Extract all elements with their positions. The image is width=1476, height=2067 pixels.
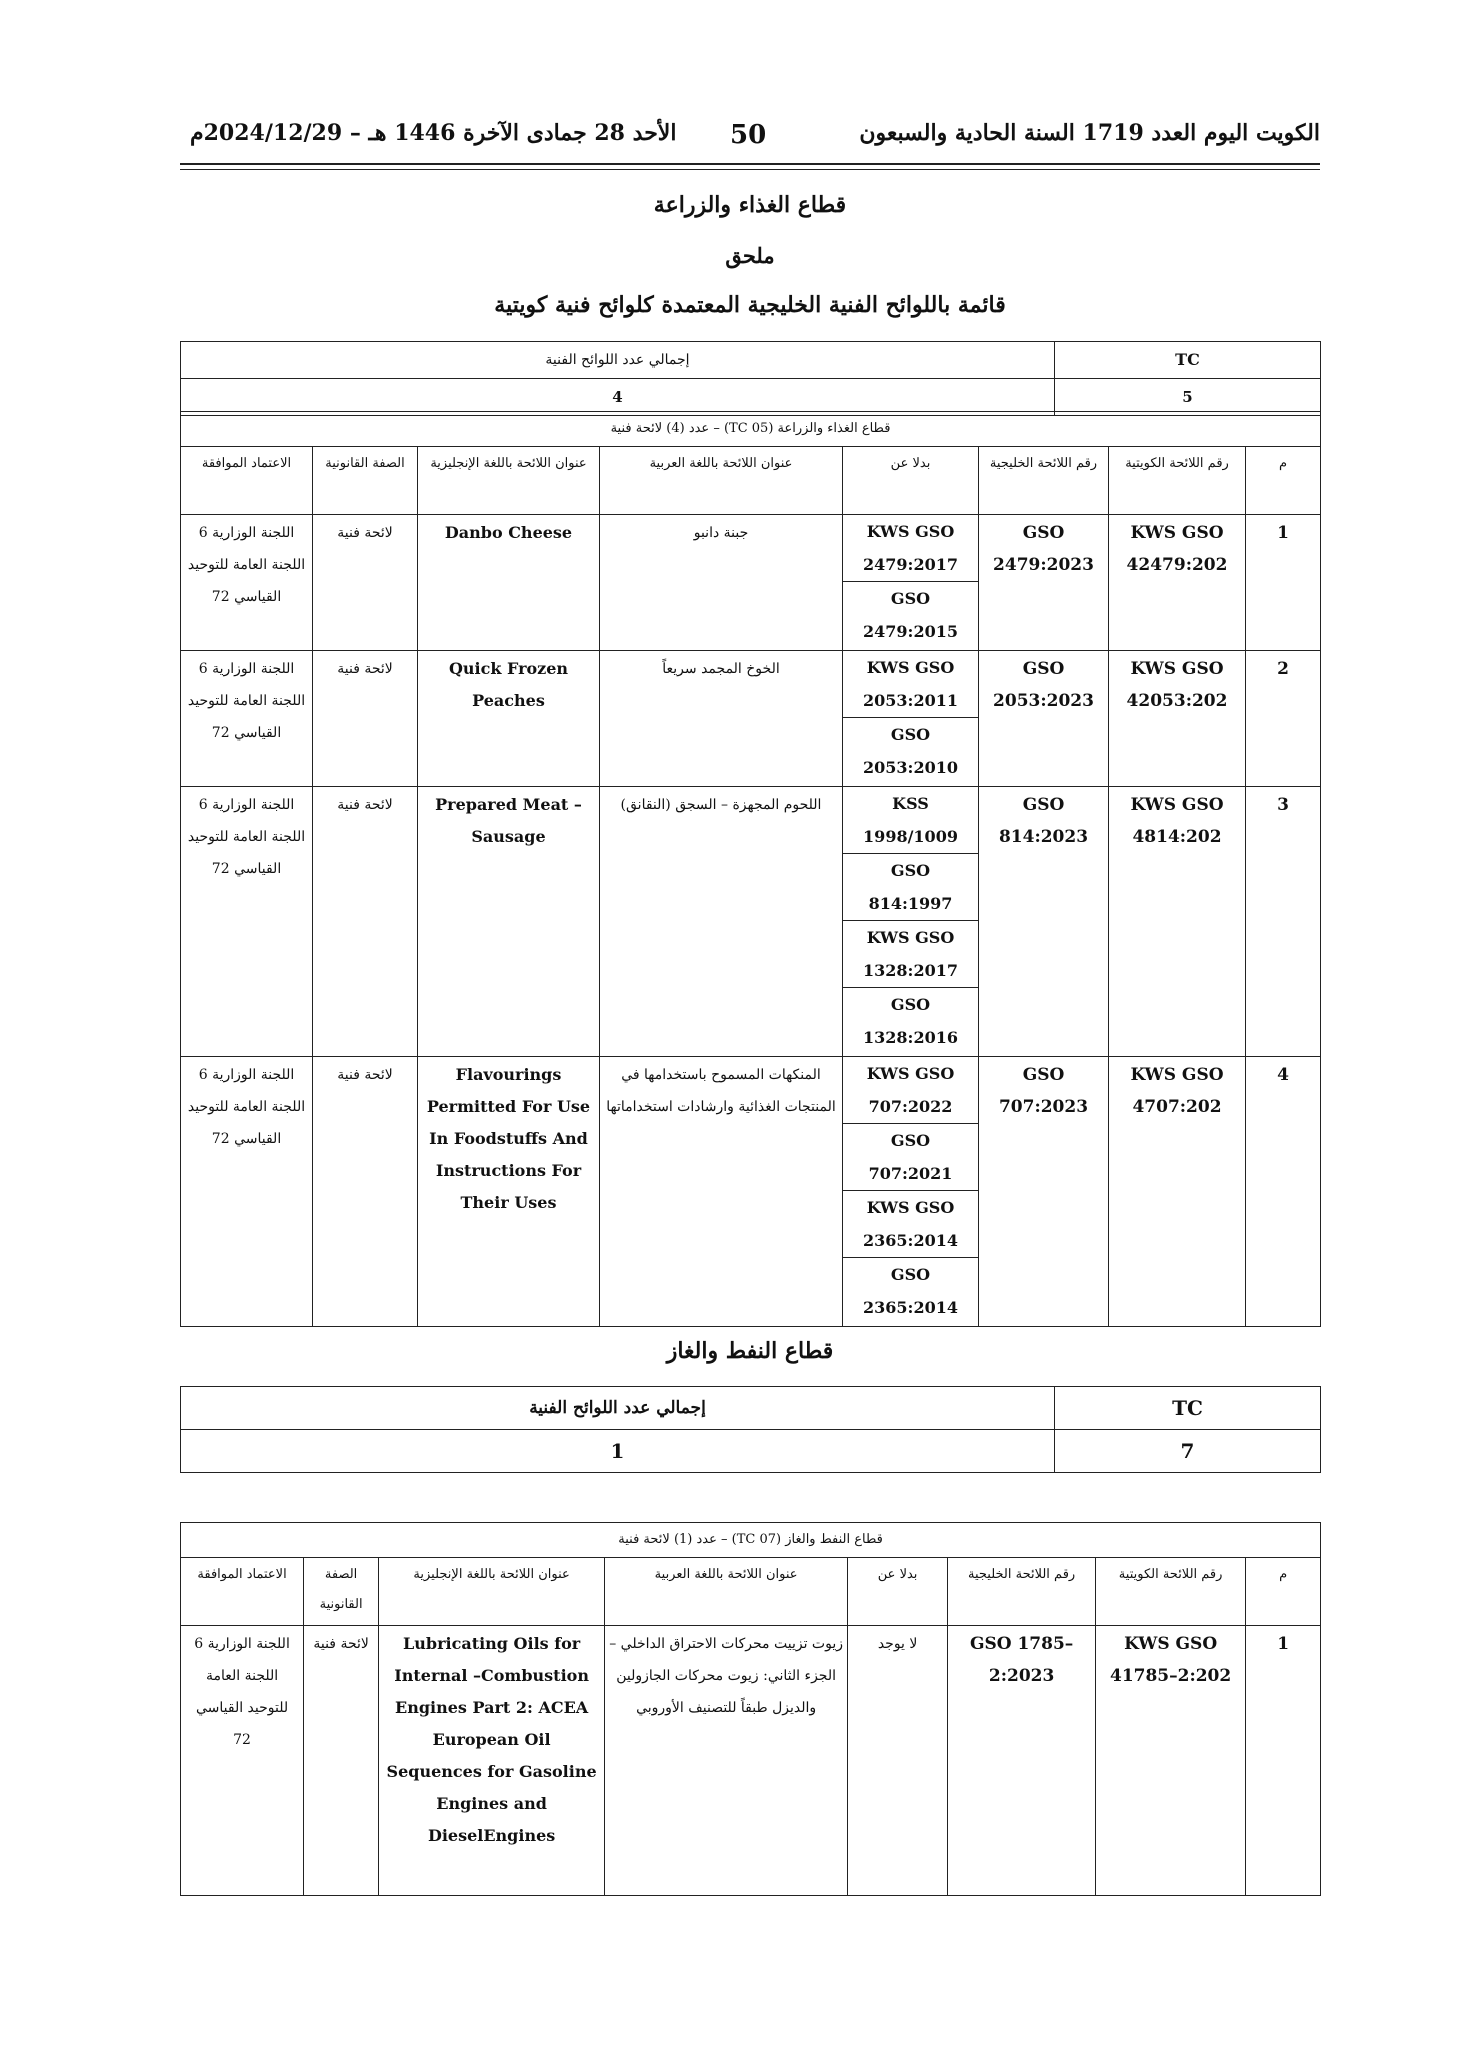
arabic-title: جبنة دانبو xyxy=(600,515,843,651)
page-number: 50 xyxy=(730,120,767,150)
col-header: م xyxy=(1246,1558,1321,1626)
sector-title-food: قطاع الغذاء والزراعة xyxy=(653,192,847,218)
col-header: الاعتماد الموافقة xyxy=(181,1558,304,1626)
english-title: Lubricating Oils for Internal –Combustion Engines Part 2: ACEA European Oil Sequences for Gasoline Engines and DieselEngines xyxy=(379,1626,605,1896)
replaces-item: GSO 2365:2014 xyxy=(863,1265,958,1317)
total-label: إجمالي عدد اللوائح الفنية xyxy=(181,1387,1055,1430)
gazette-date: الأحد 28 جمادى الآخرة 1446 هـ – 2024/12/29م xyxy=(190,120,677,146)
kws-number: KWS GSO 4814:202 xyxy=(1109,787,1246,1057)
replaces-none: لا يوجد xyxy=(848,1626,948,1896)
col-header: الصفة القانونية xyxy=(313,447,418,515)
table-row xyxy=(181,651,1321,787)
arabic-title: زيوت تزييت محركات الاحتراق الداخلي – الجزء الثاني: زيوت محركات الجازولين والديزل طبقاً للتصنيف الأوروبي xyxy=(605,1626,848,1896)
row-number: 2 xyxy=(1246,651,1321,787)
total-label: إجمالي عدد اللوائح الفنية xyxy=(181,342,1055,379)
legal-status: لائحة فنية xyxy=(313,787,418,1057)
gso-number: GSO 2053:2023 xyxy=(979,651,1109,787)
replaces-cell xyxy=(843,787,979,1057)
replaces-item: GSO 2479:2015 xyxy=(863,589,958,641)
approval: اللجنة الوزارية 6 اللجنة العامة للتوحيد القياسي 72 xyxy=(181,787,313,1057)
col-header: الاعتماد الموافقة xyxy=(181,447,313,515)
table-caption: قطاع الغذاء والزراعة (TC 05) – عدد (4) لائحة فنية xyxy=(181,412,1321,447)
replaces-item: GSO 2053:2010 xyxy=(863,725,958,777)
english-title: Danbo Cheese xyxy=(418,515,600,651)
approval: اللجنة الوزارية 6 اللجنة العامة للتوحيد القياسي 72 xyxy=(181,515,313,651)
list-title: قائمة باللوائح الفنية الخليجية المعتمدة كلوائح فنية كويتية xyxy=(494,292,1006,318)
page-header xyxy=(190,120,1320,160)
regulations-table-oil xyxy=(180,1522,1321,1896)
col-header: بدلا عن xyxy=(848,1558,948,1626)
gso-number: GSO 1785–2:2023 xyxy=(948,1626,1096,1896)
total-value: 1 xyxy=(181,1430,1055,1473)
english-title: Prepared Meat – Sausage xyxy=(418,787,600,1057)
kws-number: KWS GSO 41785–2:202 xyxy=(1096,1626,1246,1896)
col-header: رقم اللائحة الخليجية xyxy=(979,447,1109,515)
table-row xyxy=(181,515,1321,651)
replaces-item: KSS 1998/1009 xyxy=(843,787,978,854)
col-header: الصفة القانونية xyxy=(304,1558,379,1626)
kws-number: KWS GSO 42479:202 xyxy=(1109,515,1246,651)
col-header: عنوان اللائحة باللغة الإنجليزية xyxy=(418,447,600,515)
summary-table-food xyxy=(180,341,1321,416)
col-header: رقم اللائحة الكويتية xyxy=(1109,447,1246,515)
replaces-item: KWS GSO 2479:2017 xyxy=(843,515,978,582)
regulations-table-food xyxy=(180,411,1321,1327)
annex-title: ملحق xyxy=(725,243,775,268)
table-row xyxy=(181,1626,1321,1896)
legal-status: لائحة فنية xyxy=(313,651,418,787)
gso-number: GSO 2479:2023 xyxy=(979,515,1109,651)
replaces-item: GSO 707:2021 xyxy=(843,1124,978,1191)
kws-number: KWS GSO 4707:202 xyxy=(1109,1057,1246,1327)
tc-label: TC xyxy=(1055,1387,1321,1430)
approval: اللجنة الوزارية 6 اللجنة العامة للتوحيد القياسي 72 xyxy=(181,651,313,787)
replaces-item: KWS GSO 707:2022 xyxy=(843,1057,978,1124)
arabic-title: اللحوم المجهزة – السجق (النقانق) xyxy=(600,787,843,1057)
gso-number: GSO 814:2023 xyxy=(979,787,1109,1057)
header-rule xyxy=(180,163,1320,165)
col-header: عنوان اللائحة باللغة العربية xyxy=(605,1558,848,1626)
col-header: رقم اللائحة الخليجية xyxy=(948,1558,1096,1626)
tc-value: 5 xyxy=(1055,379,1321,416)
legal-status: لائحة فنية xyxy=(304,1626,379,1896)
replaces-cell xyxy=(843,515,979,651)
tc-label: TC xyxy=(1055,342,1321,379)
total-value: 4 xyxy=(181,379,1055,416)
kws-number: KWS GSO 42053:202 xyxy=(1109,651,1246,787)
arabic-title: الخوخ المجمد سريعاً xyxy=(600,651,843,787)
col-header: رقم اللائحة الكويتية xyxy=(1096,1558,1246,1626)
table-row xyxy=(181,1057,1321,1327)
table-row xyxy=(181,787,1321,1057)
col-header: عنوان اللائحة باللغة الإنجليزية xyxy=(379,1558,605,1626)
col-header: م xyxy=(1246,447,1321,515)
english-title: Flavourings Permitted For Use In Foodstuffs And Instructions For Their Uses xyxy=(418,1057,600,1327)
replaces-cell xyxy=(843,1057,979,1327)
sector-title-oil: قطاع النفط والغاز xyxy=(666,1338,834,1364)
row-number: 3 xyxy=(1246,787,1321,1057)
legal-status: لائحة فنية xyxy=(313,515,418,651)
replaces-item: KWS GSO 2053:2011 xyxy=(843,651,978,718)
approval: اللجنة الوزارية 6 اللجنة العامة للتوحيد القياسي 72 xyxy=(181,1626,304,1896)
gazette-issue: الكويت اليوم العدد 1719 السنة الحادية والسبعون xyxy=(859,120,1320,146)
header-rule-thin xyxy=(180,169,1320,170)
summary-table-oil xyxy=(180,1386,1321,1473)
table-caption: قطاع النفط والغاز (TC 07) – عدد (1) لائحة فنية xyxy=(181,1523,1321,1558)
row-number: 1 xyxy=(1246,515,1321,651)
approval: اللجنة الوزارية 6 اللجنة العامة للتوحيد القياسي 72 xyxy=(181,1057,313,1327)
arabic-title: المنكهات المسموح باستخدامها في المنتجات الغذائية وارشادات استخداماتها xyxy=(600,1057,843,1327)
english-title: Quick Frozen Peaches xyxy=(418,651,600,787)
replaces-cell xyxy=(843,651,979,787)
row-number: 4 xyxy=(1246,1057,1321,1327)
row-number: 1 xyxy=(1246,1626,1321,1896)
col-header: بدلا عن xyxy=(843,447,979,515)
replaces-item: KWS GSO 2365:2014 xyxy=(843,1191,978,1258)
gso-number: GSO 707:2023 xyxy=(979,1057,1109,1327)
tc-value: 7 xyxy=(1055,1430,1321,1473)
col-header: عنوان اللائحة باللغة العربية xyxy=(600,447,843,515)
legal-status: لائحة فنية xyxy=(313,1057,418,1327)
replaces-item: GSO 814:1997 xyxy=(843,854,978,921)
replaces-item: GSO 1328:2016 xyxy=(863,995,958,1047)
replaces-item: KWS GSO 1328:2017 xyxy=(843,921,978,988)
